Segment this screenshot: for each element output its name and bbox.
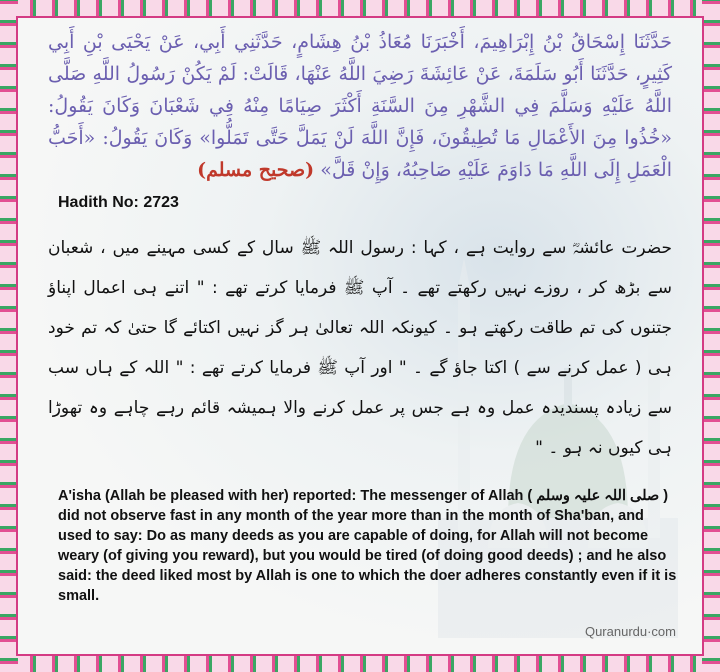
border-top (0, 0, 720, 18)
border-left (0, 0, 18, 672)
urdu-translation: حضرت عائشہؓ سے روایت ہے ، کہا : رسول اللہ ﷺ سال کے کسی مہینے میں ، شعبان سے بڑھ کر ، روزے نہیں رکھتے تھے ۔ آپ ﷺ فرمایا کرتے تھے : " اتنے ہی اعمال اپناؤ جتنوں کی تم طاقت رکھتے ہو ۔ کیونکہ اللہ تعالیٰ ہر گز نہیں اکتائے گا حتیٰ کہ تم خود ہی ( عمل کرنے سے ) اکتا جاؤ گے ۔ " اور آپ ﷺ فرمایا کرتے تھے : " اللہ کے ہاں سب سے زیادہ پسندیدہ عمل وہ ہے جس پر عمل کرنے والا ہمیشہ قائم رہے چاہے وہ تھوڑا ہی کیوں نہ ہو ۔ " (48, 238, 672, 458)
source-watermark: Quranurdu·com (584, 624, 676, 639)
arabic-text: حَدَّثَنَا إِسْحَاقُ بْنُ إِبْرَاهِيمَ، أَخْبَرَنَا مُعَاذُ بْنُ هِشَامٍ، حَدَّثَنِي أَبِي، عَنْ يَحْيَى بْنِ أَبِي كَثِيرٍ، حَدَّثَنَا أَبُو سَلَمَةَ، عَنْ عَائِشَةَ رَضِيَ اللَّهُ عَنْهَا، قَالَتْ: لَمْ يَكُنْ رَسُولُ اللَّهِ صَلَّى اللَّهُ عَلَيْهِ وَسَلَّمَ فِي الشَّهْرِ مِنَ السَّنَةِ أَكْثَرَ صِيَامًا مِنْهُ فِي شَعْبَانَ وَكَانَ يَقُولُ: «خُذُوا مِنَ الأَعْمَالِ مَا تُطِيقُونَ، فَإِنَّ اللَّهَ لَنْ يَمَلَّ حَتَّى تَمَلُّوا» وَكَانَ يَقُولُ: «أَحَبُّ الْعَمَلِ إِلَى اللَّهِ مَا دَاوَمَ عَلَيْهِ صَاحِبُهُ، وَإِنْ قَلَّ» (48, 31, 672, 181)
english-translation: A'isha (Allah be pleased with her) reported: The messenger of Allah ( صلی اللہ علیہ وسلم ) did not observe fast in any month of the year more than in the month of Sha'ban, and used to say: Do as many deeds as you are capable of doing, for Allah will not become weary (of giving you reward), but you would be tired (of doing good deeds) ; and he also said: the deed liked most by Allah is one to which the doer adheres constantly even if it is small. (58, 488, 677, 604)
arabic-reference: (صحیح مسلم) (197, 159, 315, 181)
border-right (702, 0, 720, 672)
content-panel (18, 18, 702, 654)
border-bottom (0, 654, 720, 672)
arabic-hadith-text (48, 26, 672, 186)
hadith-number: Hadith No: 2723 (58, 194, 179, 211)
